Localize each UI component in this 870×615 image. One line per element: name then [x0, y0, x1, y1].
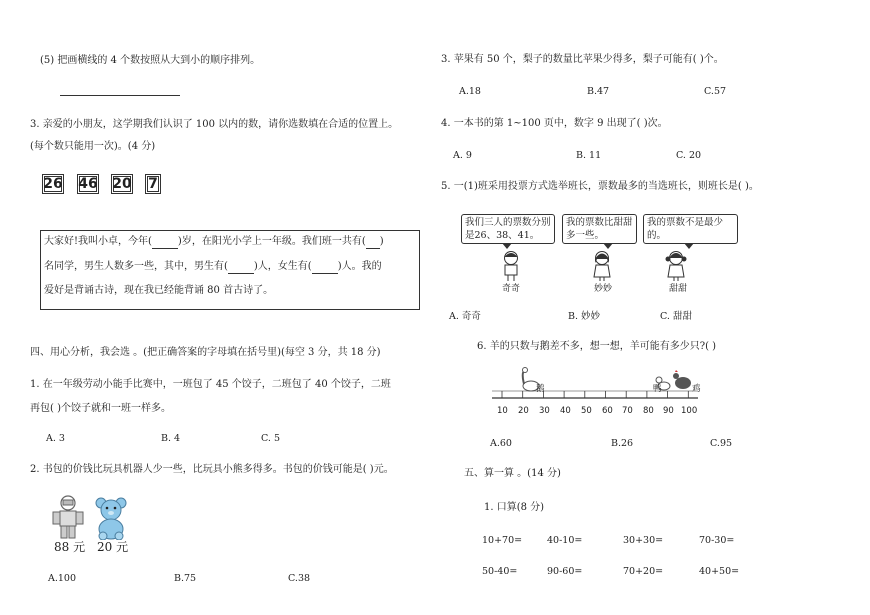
oral-calc-heading: 1. 口算(8 分) — [484, 502, 545, 513]
question-5-rank: (5) 把画横线的 4 个数按照从大到小的顺序排列。 — [40, 55, 261, 66]
q3-option-c[interactable]: C.57 — [704, 86, 727, 97]
number-line — [486, 364, 700, 406]
speech-bubble-miaomiao: 我的票数比甜甜多一些。 — [562, 214, 637, 244]
tick-label: 70 — [622, 406, 633, 416]
calc-item[interactable]: 30+30= — [623, 535, 664, 546]
q6-option-b[interactable]: B.26 — [611, 438, 634, 449]
q5-option-b[interactable]: B. 妙妙 — [568, 311, 601, 322]
story-line-1: 大家好!我叫小卓，今年( )岁，在阳光小学上一年级。我们班一共有( ) — [44, 236, 384, 247]
tick-label: 40 — [560, 406, 571, 416]
q1-option-a[interactable]: A. 3 — [46, 433, 65, 444]
story-line-3: 爱好是背诵古诗，现在我已经能背诵 80 首古诗了。 — [44, 285, 274, 296]
tick-label: 60 — [602, 406, 613, 416]
tick-label: 80 — [643, 406, 654, 416]
boy-qiqi-icon — [499, 250, 523, 282]
number-box-4: 7 — [145, 174, 161, 194]
question-3-line2: (每个数只能用一次)。(4 分) — [30, 141, 156, 152]
q3-option-a[interactable]: A.18 — [459, 86, 481, 97]
animal-label-hen: 鸡 — [692, 384, 701, 394]
q6-option-a[interactable]: A.60 — [490, 438, 512, 449]
animal-label-duck: 鸭 — [653, 384, 662, 394]
q4-option-b[interactable]: B. 11 — [576, 150, 602, 161]
q2-option-a[interactable]: A.100 — [48, 573, 77, 584]
number-box-2: 46 — [78, 176, 98, 192]
q2-option-b[interactable]: B.75 — [174, 573, 197, 584]
kid-name-miaomiao: 妙妙 — [594, 284, 613, 294]
speech-bubble-tiantian: 我的票数不是最少的。 — [643, 214, 738, 244]
kid-name-qiqi: 奇奇 — [502, 284, 521, 294]
tick-label: 20 — [518, 406, 529, 416]
calc-item[interactable]: 70-30= — [699, 535, 735, 546]
question-6-sheep: 6. 羊的只数与鹅差不多，想一想，羊可能有多少只?( ) — [477, 341, 717, 352]
question-3-apples: 3. 苹果有 50 个，梨子的数量比苹果少得多，梨子可能有( )个。 — [441, 54, 724, 65]
kid-name-tiantian: 甜甜 — [669, 284, 688, 294]
tick-label: 50 — [581, 406, 592, 416]
calc-item[interactable]: 90-60= — [547, 566, 583, 577]
blank-age[interactable] — [152, 236, 178, 249]
robot-toy-icon — [50, 494, 86, 540]
hen-icon — [673, 370, 691, 389]
q1-option-c[interactable]: C. 5 — [261, 433, 281, 444]
robot-price: 88 元 — [54, 540, 86, 554]
q4-option-a[interactable]: A. 9 — [453, 150, 472, 161]
calc-item[interactable]: 40-10= — [547, 535, 583, 546]
section-5-heading: 五、算一算 。(14 分) — [464, 468, 561, 479]
section-4-heading: 四、用心分析，我会选 。(把正确答案的字母填在括号里)(每空 3 分，共 18 分) — [30, 347, 381, 358]
animal-label-goose: 鹅 — [536, 384, 545, 394]
q5-option-a[interactable]: A. 奇奇 — [449, 311, 481, 322]
tick-label: 30 — [539, 406, 550, 416]
bear-price: 20 元 — [97, 540, 129, 554]
q1-option-b[interactable]: B. 4 — [161, 433, 181, 444]
calc-item[interactable]: 40+50= — [699, 566, 740, 577]
number-box-1: 26 — [43, 176, 63, 192]
answer-line[interactable] — [60, 95, 180, 96]
q2-option-c[interactable]: C.38 — [288, 573, 311, 584]
question-1-line2: 再包( )个饺子就和一班一样多。 — [30, 403, 171, 414]
q3-option-b[interactable]: B.47 — [587, 86, 610, 97]
q4-option-c[interactable]: C. 20 — [676, 150, 702, 161]
tick-label: 10 — [497, 406, 508, 416]
blank-boys[interactable] — [228, 261, 254, 274]
question-4-digit9: 4. 一本书的第 1~100 页中，数字 9 出现了( )次。 — [441, 118, 668, 129]
calc-item[interactable]: 50-40= — [482, 566, 518, 577]
story-line-2: 名同学，男生人数多一些，其中，男生有( )人，女生有( )人。我的 — [44, 261, 382, 272]
q6-option-c[interactable]: C.95 — [710, 438, 733, 449]
girl-tiantian-icon — [664, 250, 688, 282]
tick-label: 100 — [681, 406, 698, 416]
question-1-line1: 1. 在一年级劳动小能手比赛中，一班包了 45 个饺子，二班包了 40 个饺子，二班 — [30, 379, 391, 390]
question-2: 2. 书包的价钱比玩具机器人少一些，比玩具小熊多得多。书包的价钱可能是( )元。 — [30, 464, 394, 475]
speech-bubble-qiqi: 我们三人的票数分别是26、38、41。 — [461, 214, 555, 244]
girl-miaomiao-icon — [590, 250, 614, 282]
q5-option-c[interactable]: C. 甜甜 — [660, 311, 692, 322]
calc-item[interactable]: 70+20= — [623, 566, 664, 577]
number-box-3: 20 — [112, 176, 132, 192]
blank-class-total[interactable] — [366, 236, 380, 249]
tick-label: 90 — [663, 406, 674, 416]
teddy-bear-icon — [94, 496, 128, 540]
question-3-line1: 3. 亲爱的小朋友，这学期我们认识了 100 以内的数，请你选数填在合适的位置上。 — [30, 119, 399, 130]
blank-girls[interactable] — [312, 261, 338, 274]
question-5-monitor: 5. 一(1)班采用投票方式选举班长，票数最多的当选班长，则班长是( )。 — [441, 181, 759, 192]
calc-item[interactable]: 10+70= — [482, 535, 523, 546]
